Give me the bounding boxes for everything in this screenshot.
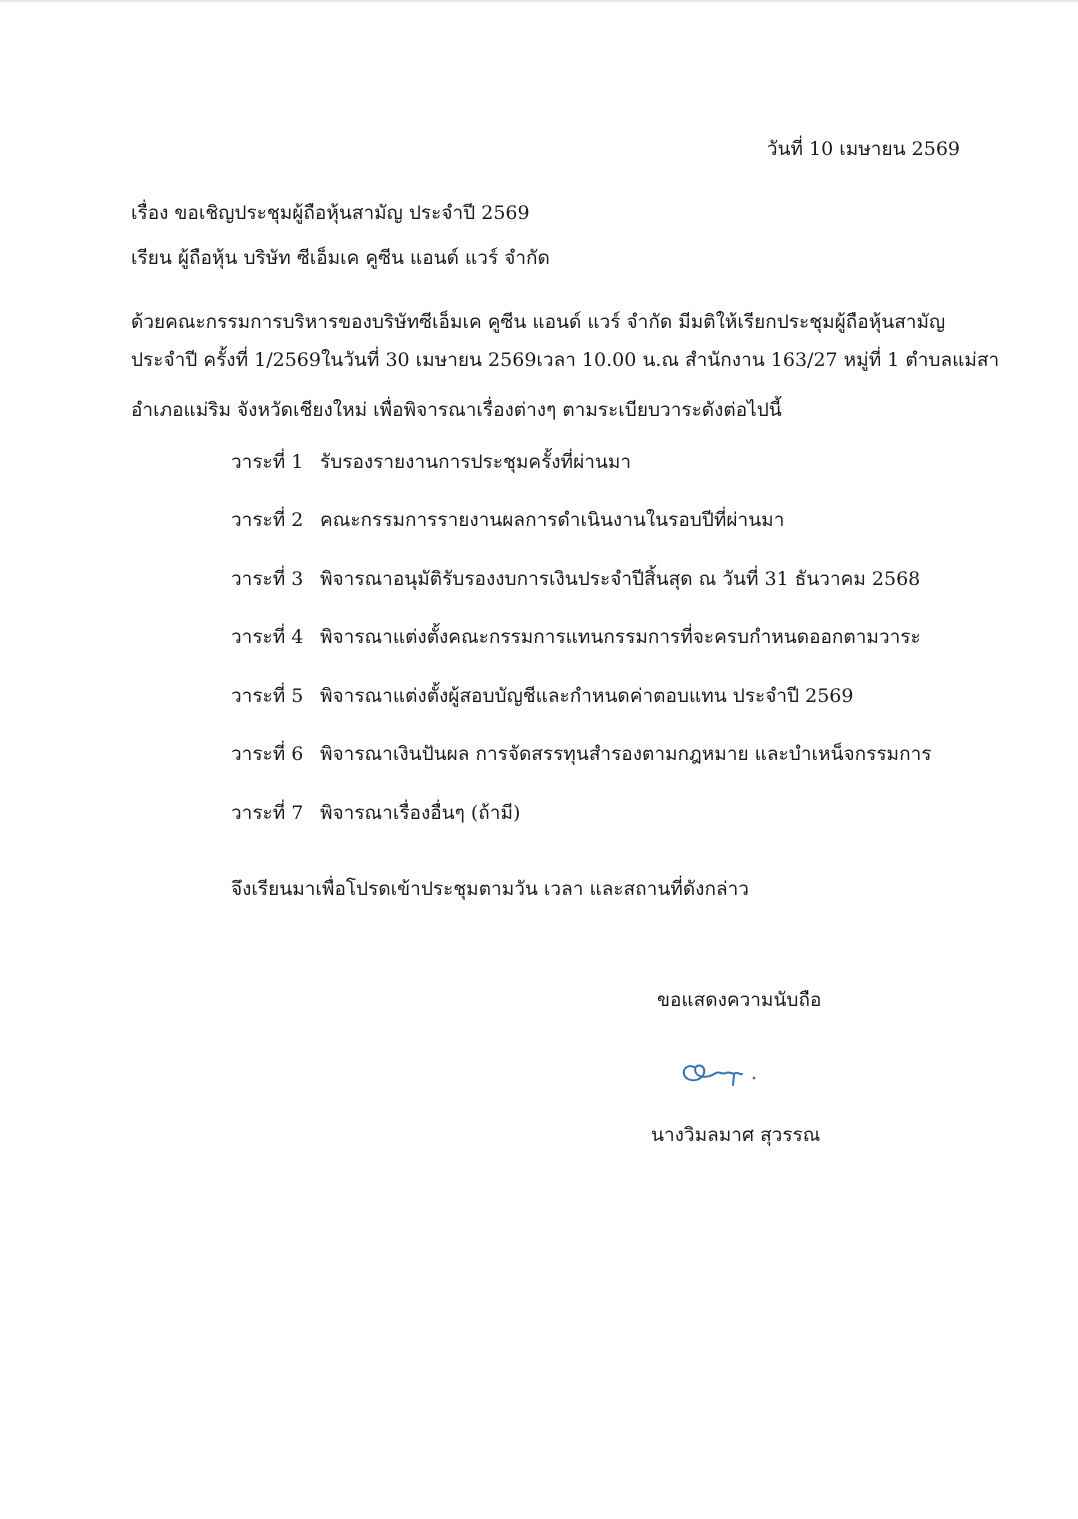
agenda-item-text-3: พิจารณาอนุมัติรับรองงบการเงินประจำปีสิ้นสุด ณ วันที่ 31 ธันวาคม 2568 [320, 568, 921, 590]
agenda-item-label-7: วาระที่ 7 [231, 802, 304, 824]
agenda-item-label-5: วาระที่ 5 [231, 685, 304, 707]
signer-name: นางวิมลมาศ สุวรรณ [651, 1124, 821, 1146]
agenda-item-text-2: คณะกรรมการรายงานผลการดำเนินงานในรอบปีที่ผ่านมา [320, 509, 785, 531]
body-paragraph-line-2: ประจำปี ครั้งที่ 1/2569ในวันที่ 30 เมษายน 2569เวลา 10.00 น.ณ สำนักงาน 163/27 หมู่ที่ 1 ตำบลแม่สา [131, 349, 1000, 371]
closing-sentence: จึงเรียนมาเพื่อโปรดเข้าประชุมตามวัน เวลา และสถานที่ดังกล่าว [231, 878, 749, 900]
agenda-item-text-7: พิจารณาเรื่องอื่นๆ (ถ้ามี) [320, 802, 521, 824]
body-paragraph-line-3: อำเภอแม่ริม จังหวัดเชียงใหม่ เพื่อพิจารณาเรื่องต่างๆ ตามระเบียบวาระดังต่อไปนี้ [131, 399, 782, 421]
subject-line: เรื่อง ขอเชิญประชุมผู้ถือหุ้นสามัญ ประจำปี 2569 [131, 202, 530, 224]
date-line: วันที่ 10 เมษายน 2569 [766, 138, 960, 160]
agenda-item-label-2: วาระที่ 2 [231, 509, 304, 531]
agenda-item-label-4: วาระที่ 4 [231, 626, 304, 648]
agenda-item-text-6: พิจารณาเงินปันผล การจัดสรรทุนสำรองตามกฎหมาย และบำเหน็จกรรมการ [320, 743, 932, 765]
agenda-item-text-4: พิจารณาแต่งตั้งคณะกรรมการแทนกรรมการที่จะครบกำหนดออกตามวาระ [320, 626, 921, 648]
agenda-item-label-6: วาระที่ 6 [231, 743, 304, 765]
top-edge-rule [0, 0, 1078, 2]
regards-line: ขอแสดงความนับถือ [657, 989, 822, 1011]
recipient-line: เรียน ผู้ถือหุ้น บริษัท ซีเอ็มเค คูซีน แอนด์ แวร์ จำกัด [131, 247, 550, 269]
body-paragraph-line-1: ด้วยคณะกรรมการบริหารของบริษัทซีเอ็มเค คูซีน แอนด์ แวร์ จำกัด มีมติให้เรียกประชุมผู้ถือหุ้นสามัญ [131, 311, 946, 333]
agenda-item-text-5: พิจารณาแต่งตั้งผู้สอบบัญชีและกำหนดค่าตอบแทน ประจำปี 2569 [320, 685, 854, 707]
agenda-item-label-3: วาระที่ 3 [231, 568, 304, 590]
handwritten-signature [676, 1045, 776, 1095]
agenda-item-text-1: รับรองรายงานการประชุมครั้งที่ผ่านมา [320, 451, 632, 473]
agenda-item-label-1: วาระที่ 1 [231, 451, 304, 473]
